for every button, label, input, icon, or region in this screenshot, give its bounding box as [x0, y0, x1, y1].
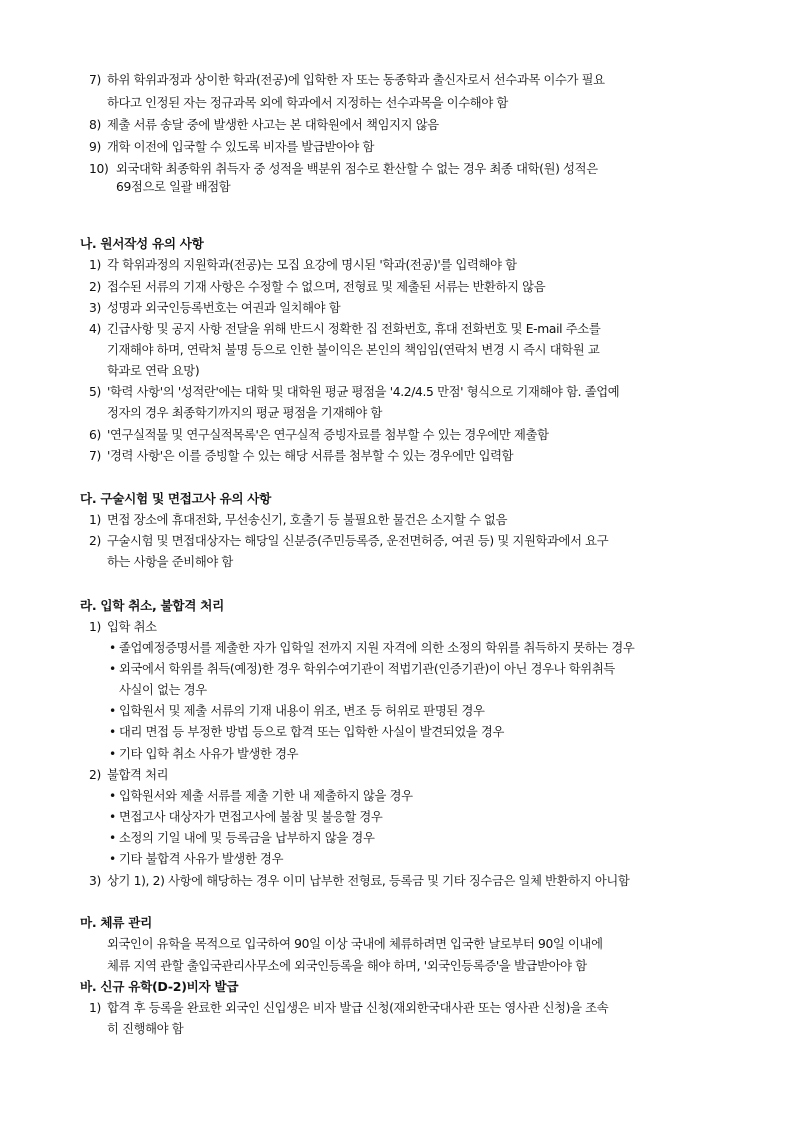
- item-text: 접수된 서류의 기재 사항은 수정할 수 없으며, 전형료 및 제출된 서류는 반환하지 않음: [107, 280, 546, 294]
- bullet-glyph: •: [109, 831, 116, 845]
- section-heading: 라. 입학 취소, 불합격 처리: [80, 598, 224, 613]
- paragraph-text: 외국인이 유학을 목적으로 입국하여 90일 이상 국내에 체류하려면 입국한 날로부터 90일 이내에: [107, 937, 603, 951]
- item-text-continued: 정자의 경우 최종학기까지의 평균 평점을 기재해야 함: [107, 406, 382, 420]
- item-number: 2): [89, 534, 101, 548]
- bullet-glyph: •: [109, 641, 116, 655]
- item-number: 7): [89, 449, 101, 463]
- item-number: 2): [89, 280, 101, 294]
- section-heading: 마. 체류 관리: [80, 915, 152, 930]
- subsection-title: 불합격 처리: [107, 768, 169, 782]
- item-text: '학력 사항'의 '성적란'에는 대학 및 대학원 평균 평점을 '4.2/4.5 만점' 형식으로 기재해야 함. 졸업예: [107, 385, 620, 399]
- item-text: 성명과 외국인등록번호는 여권과 일치해야 함: [107, 301, 341, 315]
- section-heading: 다. 구술시험 및 면접고사 유의 사항: [80, 491, 272, 506]
- item-number: 1): [89, 1001, 101, 1015]
- item-number: 4): [89, 322, 101, 336]
- item-text-continued: 하는 사항을 준비해야 함: [107, 555, 233, 569]
- item-text: 긴급사항 및 공지 사항 전달을 위해 반드시 정확한 집 전화번호, 휴대 전화번호 및 E-mail 주소를: [107, 322, 601, 336]
- bullet-glyph: •: [109, 704, 116, 718]
- item-text-continued: 하다고 인정된 자는 정규과목 외에 학과에서 지정하는 선수과목을 이수해야 함: [107, 96, 508, 110]
- bullet-text: 외국에서 학위를 취득(예정)한 경우 학위수여기관이 적법기관(인증기관)이 아닌 경우나 학위취득: [119, 662, 615, 676]
- item-text: 하위 학위과정과 상이한 학과(전공)에 입학한 자 또는 동종학과 출신자로서 선수과목 이수가 필요: [107, 73, 605, 87]
- bullet-text: 기타 입학 취소 사유가 발생한 경우: [119, 747, 299, 761]
- subsection-title: 입학 취소: [107, 620, 157, 634]
- item-text-continued: 학과로 연락 요망): [107, 364, 200, 378]
- bullet-text: 면접고사 대상자가 면접고사에 불참 및 불응할 경우: [119, 810, 383, 824]
- item-number: 1): [89, 258, 101, 272]
- bullet-text: 입학원서 및 제출 서류의 기재 내용이 위조, 변조 등 허위로 판명된 경우: [119, 704, 485, 718]
- item-text-continued: 히 진행해야 함: [107, 1022, 184, 1036]
- bullet-glyph: •: [109, 789, 116, 803]
- item-text: 상기 1), 2) 사항에 해당하는 경우 이미 납부한 전형료, 등록금 및 기타 징수금은 일체 반환하지 아니함: [107, 874, 630, 888]
- item-text: 개학 이전에 입국할 수 있도록 비자를 발급받아야 함: [107, 140, 375, 154]
- bullet-text: 대리 면접 등 부정한 방법 등으로 합격 또는 입학한 사실이 발견되었을 경우: [119, 725, 505, 739]
- item-text: '경력 사항'은 이를 증빙할 수 있는 해당 서류를 첨부할 수 있는 경우에만 입력함: [107, 449, 514, 463]
- item-text: 면접 장소에 휴대전화, 무선송신기, 호출기 등 불필요한 물건은 소지할 수 없음: [107, 513, 508, 527]
- item-number: 9): [89, 140, 101, 154]
- bullet-text: 기타 불합격 사유가 발생한 경우: [119, 852, 284, 866]
- item-number: 3): [89, 301, 101, 315]
- item-text-continued: 69점으로 일괄 배점함: [116, 180, 231, 194]
- item-text: 제출 서류 송달 중에 발생한 사고는 본 대학원에서 책임지지 않음: [107, 118, 439, 132]
- item-number: 1): [89, 620, 101, 634]
- section-heading: 바. 신규 유학(D-2)비자 발급: [80, 979, 239, 994]
- bullet-text-continued: 사실이 없는 경우: [119, 683, 207, 697]
- item-number: 7): [89, 73, 101, 87]
- item-text: 외국대학 최종학위 취득자 중 성적을 백분위 점수로 환산할 수 없는 경우 최종 대학(원) 성적은: [116, 162, 598, 176]
- bullet-glyph: •: [109, 852, 116, 866]
- bullet-glyph: •: [109, 810, 116, 824]
- section-heading: 나. 원서작성 유의 사항: [80, 236, 204, 251]
- bullet-text: 입학원서와 제출 서류를 제출 기한 내 제출하지 않을 경우: [119, 789, 413, 803]
- item-text: 각 학위과정의 지원학과(전공)는 모집 요강에 명시된 '학과(전공)'를 입력해야 함: [107, 258, 517, 272]
- item-text-continued: 기재해야 하며, 연락처 불명 등으로 인한 불이익은 본인의 책임임(연락처 변경 시 즉시 대학원 교: [107, 343, 600, 357]
- item-number: 8): [89, 118, 101, 132]
- item-text: '연구실적물 및 연구실적목록'은 연구실적 증빙자료를 첨부할 수 있는 경우에만 제출함: [107, 428, 549, 442]
- item-number: 2): [89, 768, 101, 782]
- item-number: 5): [89, 385, 101, 399]
- bullet-glyph: •: [109, 662, 116, 676]
- bullet-text: 졸업예정증명서를 제출한 자가 입학일 전까지 지원 자격에 의한 소정의 학위를 취득하지 못하는 경우: [119, 641, 635, 655]
- item-number: 3): [89, 874, 101, 888]
- item-text: 합격 후 등록을 완료한 외국인 신입생은 비자 발급 신청(재외한국대사관 또는 영사관 신청)을 조속: [107, 1001, 609, 1015]
- item-number: 1): [89, 513, 101, 527]
- bullet-glyph: •: [109, 747, 116, 761]
- bullet-glyph: •: [109, 725, 116, 739]
- paragraph-text-continued: 체류 지역 관할 출입국관리사무소에 외국인등록을 해야 하며, '외국인등록증'을 발급받아야 함: [107, 959, 587, 973]
- item-text: 구술시험 및 면접대상자는 해당일 신분증(주민등록증, 운전면허증, 여권 등) 및 지원학과에서 요구: [107, 534, 609, 548]
- item-number: 10): [89, 162, 109, 176]
- bullet-text: 소정의 기일 내에 및 등록금을 납부하지 않을 경우: [119, 831, 375, 845]
- item-number: 6): [89, 428, 101, 442]
